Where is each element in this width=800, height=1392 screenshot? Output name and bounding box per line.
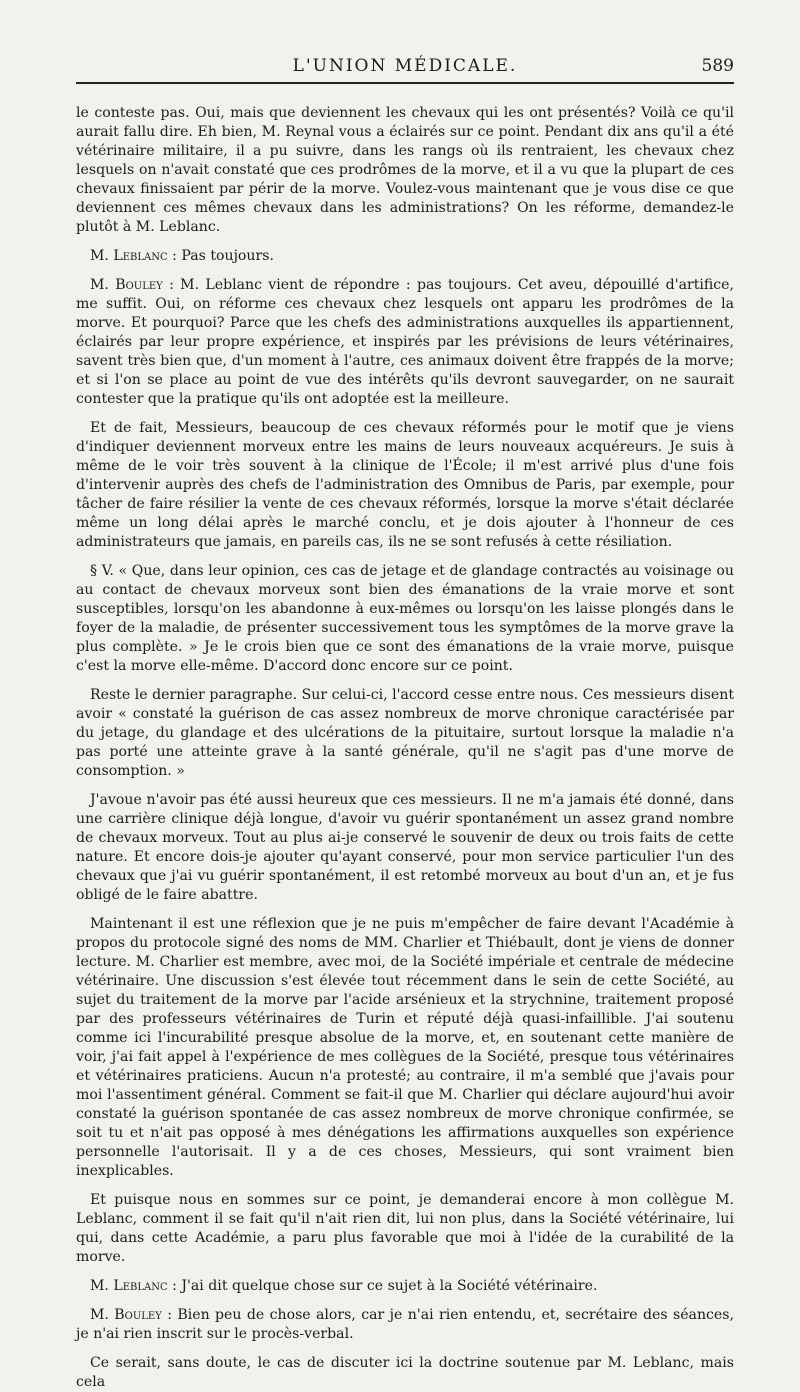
paragraph: Ce serait, sans doute, le cas de discuter ici la doctrine soutenue par M. Leblanc, mais cela — [76, 1355, 734, 1390]
paragraph: M. Bouley : Bien peu de chose alors, car je n'ai rien entendu, et, secrétaire des séances, je n'ai rien inscrit sur le procès-verbal. — [76, 1307, 734, 1342]
paragraph: Maintenant il est une réflexion que je ne puis m'empêcher de faire devant l'Académie à propos du protocole signé des noms de MM. Charlier et Thiébault, dont je viens de donner lecture. M. Charlier est membre, avec moi, de la Société impériale et centrale de médecine vétérinaire. Une discussion s'est élevée tout récemment dans le sein de cette Société, au sujet du traitement de la morve par l'acide arsénieux et la strychnine, traitement proposé par des professeurs vétérinaires de Turin et réputé déjà quasi-infaillible. J'ai soutenu comme ici l'incurabilité presque absolue de la morve, et, en soutenant cette manière de voir, j'ai fait appel à l'expérience de mes collègues de la Société, presque tous vétérinaires et vétérinaires praticiens. Aucun n'a protesté; au contraire, il m'a semblé que j'avais pour moi l'assentiment général. Comment se fait-il que M. Charlier qui déclare aujourd'hui avoir constaté la guérison spontanée de cas assez nombreux de morve chronique confirmée, se soit tu et n'ait pas opposé à mes dénégations les affirmations auxquelles son expérience personnelle l'autorisait. Il y a de ces choses, Messieurs, qui sont vraiment bien inexplicables. — [76, 916, 734, 1179]
paragraph: § V. « Que, dans leur opinion, ces cas de jetage et de glandage contractés au voisinage ou au contact de chevaux morveux sont bien des émanations de la vraie morve et sont susceptibles, lorsqu'on les abandonne à eux-mêmes ou lorsqu'on les laisse plongés dans le foyer de la maladie, de présenter successivement tous les symptômes de la morve grave la plus complète. » Je le crois bien que ce sont des émanations de la vraie morve, puisque c'est la morve elle-même. D'accord donc encore sur ce point. — [76, 563, 734, 674]
speaker: M. Bouley : — [90, 277, 174, 293]
paragraph: Et de fait, Messieurs, beaucoup de ces chevaux réformés pour le motif que je viens d'indiquer deviennent morveux entre les mains de leurs nouveaux acquéreurs. Je suis à même de le voir très souvent à la clinique de l'École; il m'est arrivé plus d'une fois d'intervenir auprès des chefs de l'administration des Omnibus de Paris, par exemple, pour tâcher de faire résilier la vente de ces chevaux réformés, lorsque la morve s'était déclarée même un long délai après le marché conclu, et je dois ajouter à l'honneur de ces administrateurs que jamais, en pareils cas, ils ne se sont refusés à cette résiliation. — [76, 420, 734, 550]
paragraph: M. Bouley : M. Leblanc vient de répondre : pas toujours. Cet aveu, dépouillé d'artifice, me suffit. Oui, on réforme ces chevaux chez lesquels ont apparu les prodrômes de la morve. Et pourquoi? Parce que les chefs des administrations auxquelles ils appartiennent, éclairés par leur propre expérience, et inspirés par les prévisions de leurs vétérinaires, savent très bien que, d'un moment à l'autre, ces animaux doivent être frappés de la morve; et si l'on se place au point de vue des intérêts qu'ils devront sauvegarder, on ne saurait contester que la pratique qu'ils ont adoptée est la meilleure. — [76, 277, 735, 407]
speaker: M. Leblanc : — [90, 248, 177, 264]
paragraph: le conteste pas. Oui, mais que deviennent les chevaux qui les ont présentés? Voilà ce qu'il aurait fallu dire. Eh bien, M. Reynal vous a éclairés sur ce point. Pendant dix ans qu'il a été vétérinaire militaire, il a pu suivre, dans les rangs où ils rentraient, les chevaux chez lesquels on n'avait constaté que ces prodrômes de la morve, et il a vu que la plupart de ces chevaux finissaient par périr de la morve. Voulez-vous maintenant que je vous dise ce que deviennent ces mêmes chevaux dans les administrations? On les réforme, demandez-le plutôt à M. Leblanc. — [76, 105, 734, 235]
paragraph: M. Leblanc : J'ai dit quelque chose sur ce sujet à la Société vétérinaire. — [90, 1278, 598, 1294]
body-text — [76, 104, 734, 1392]
page-header — [76, 52, 734, 84]
paragraph: M. Leblanc : Pas toujours. — [90, 248, 274, 264]
page-number: 589 — [701, 56, 734, 76]
paragraph: Reste le dernier paragraphe. Sur celui-ci, l'accord cesse entre nous. Ces messieurs disent avoir « constaté la guérison de cas assez nombreux de morve chronique caractérisée par du jetage, du glandage et des ulcérations de la pituitaire, surtout lorsque la maladie n'a pas porté une atteinte grave à la santé générale, qu'il ne s'agit pas d'une morve de consomption. » — [76, 687, 734, 779]
journal-title: L'UNION MÉDICALE. — [292, 56, 518, 76]
paragraph: Et puisque nous en sommes sur ce point, je demanderai encore à mon collègue M. Leblanc, comment il se fait qu'il n'ait rien dit, lui non plus, dans la Société vétérinaire, lui qui, dans cette Académie, a paru plus favorable que moi à l'idée de la curabilité de la morve. — [76, 1192, 734, 1265]
speaker: M. Leblanc : — [90, 1278, 177, 1294]
speaker: M. Bouley : — [90, 1307, 172, 1323]
paragraph: J'avoue n'avoir pas été aussi heureux que ces messieurs. Il ne m'a jamais été donné, dans une carrière clinique déjà longue, d'avoir vu guérir spontanément un assez grand nombre de chevaux morveux. Tout au plus ai-je conservé le souvenir de deux ou trois faits de cette nature. Et encore dois-je ajouter qu'ayant conservé, pour mon service particulier l'un des chevaux que j'ai vu guérir spontanément, il est retombé morveux au bout d'un an, et je fus obligé de le faire abattre. — [76, 792, 734, 903]
